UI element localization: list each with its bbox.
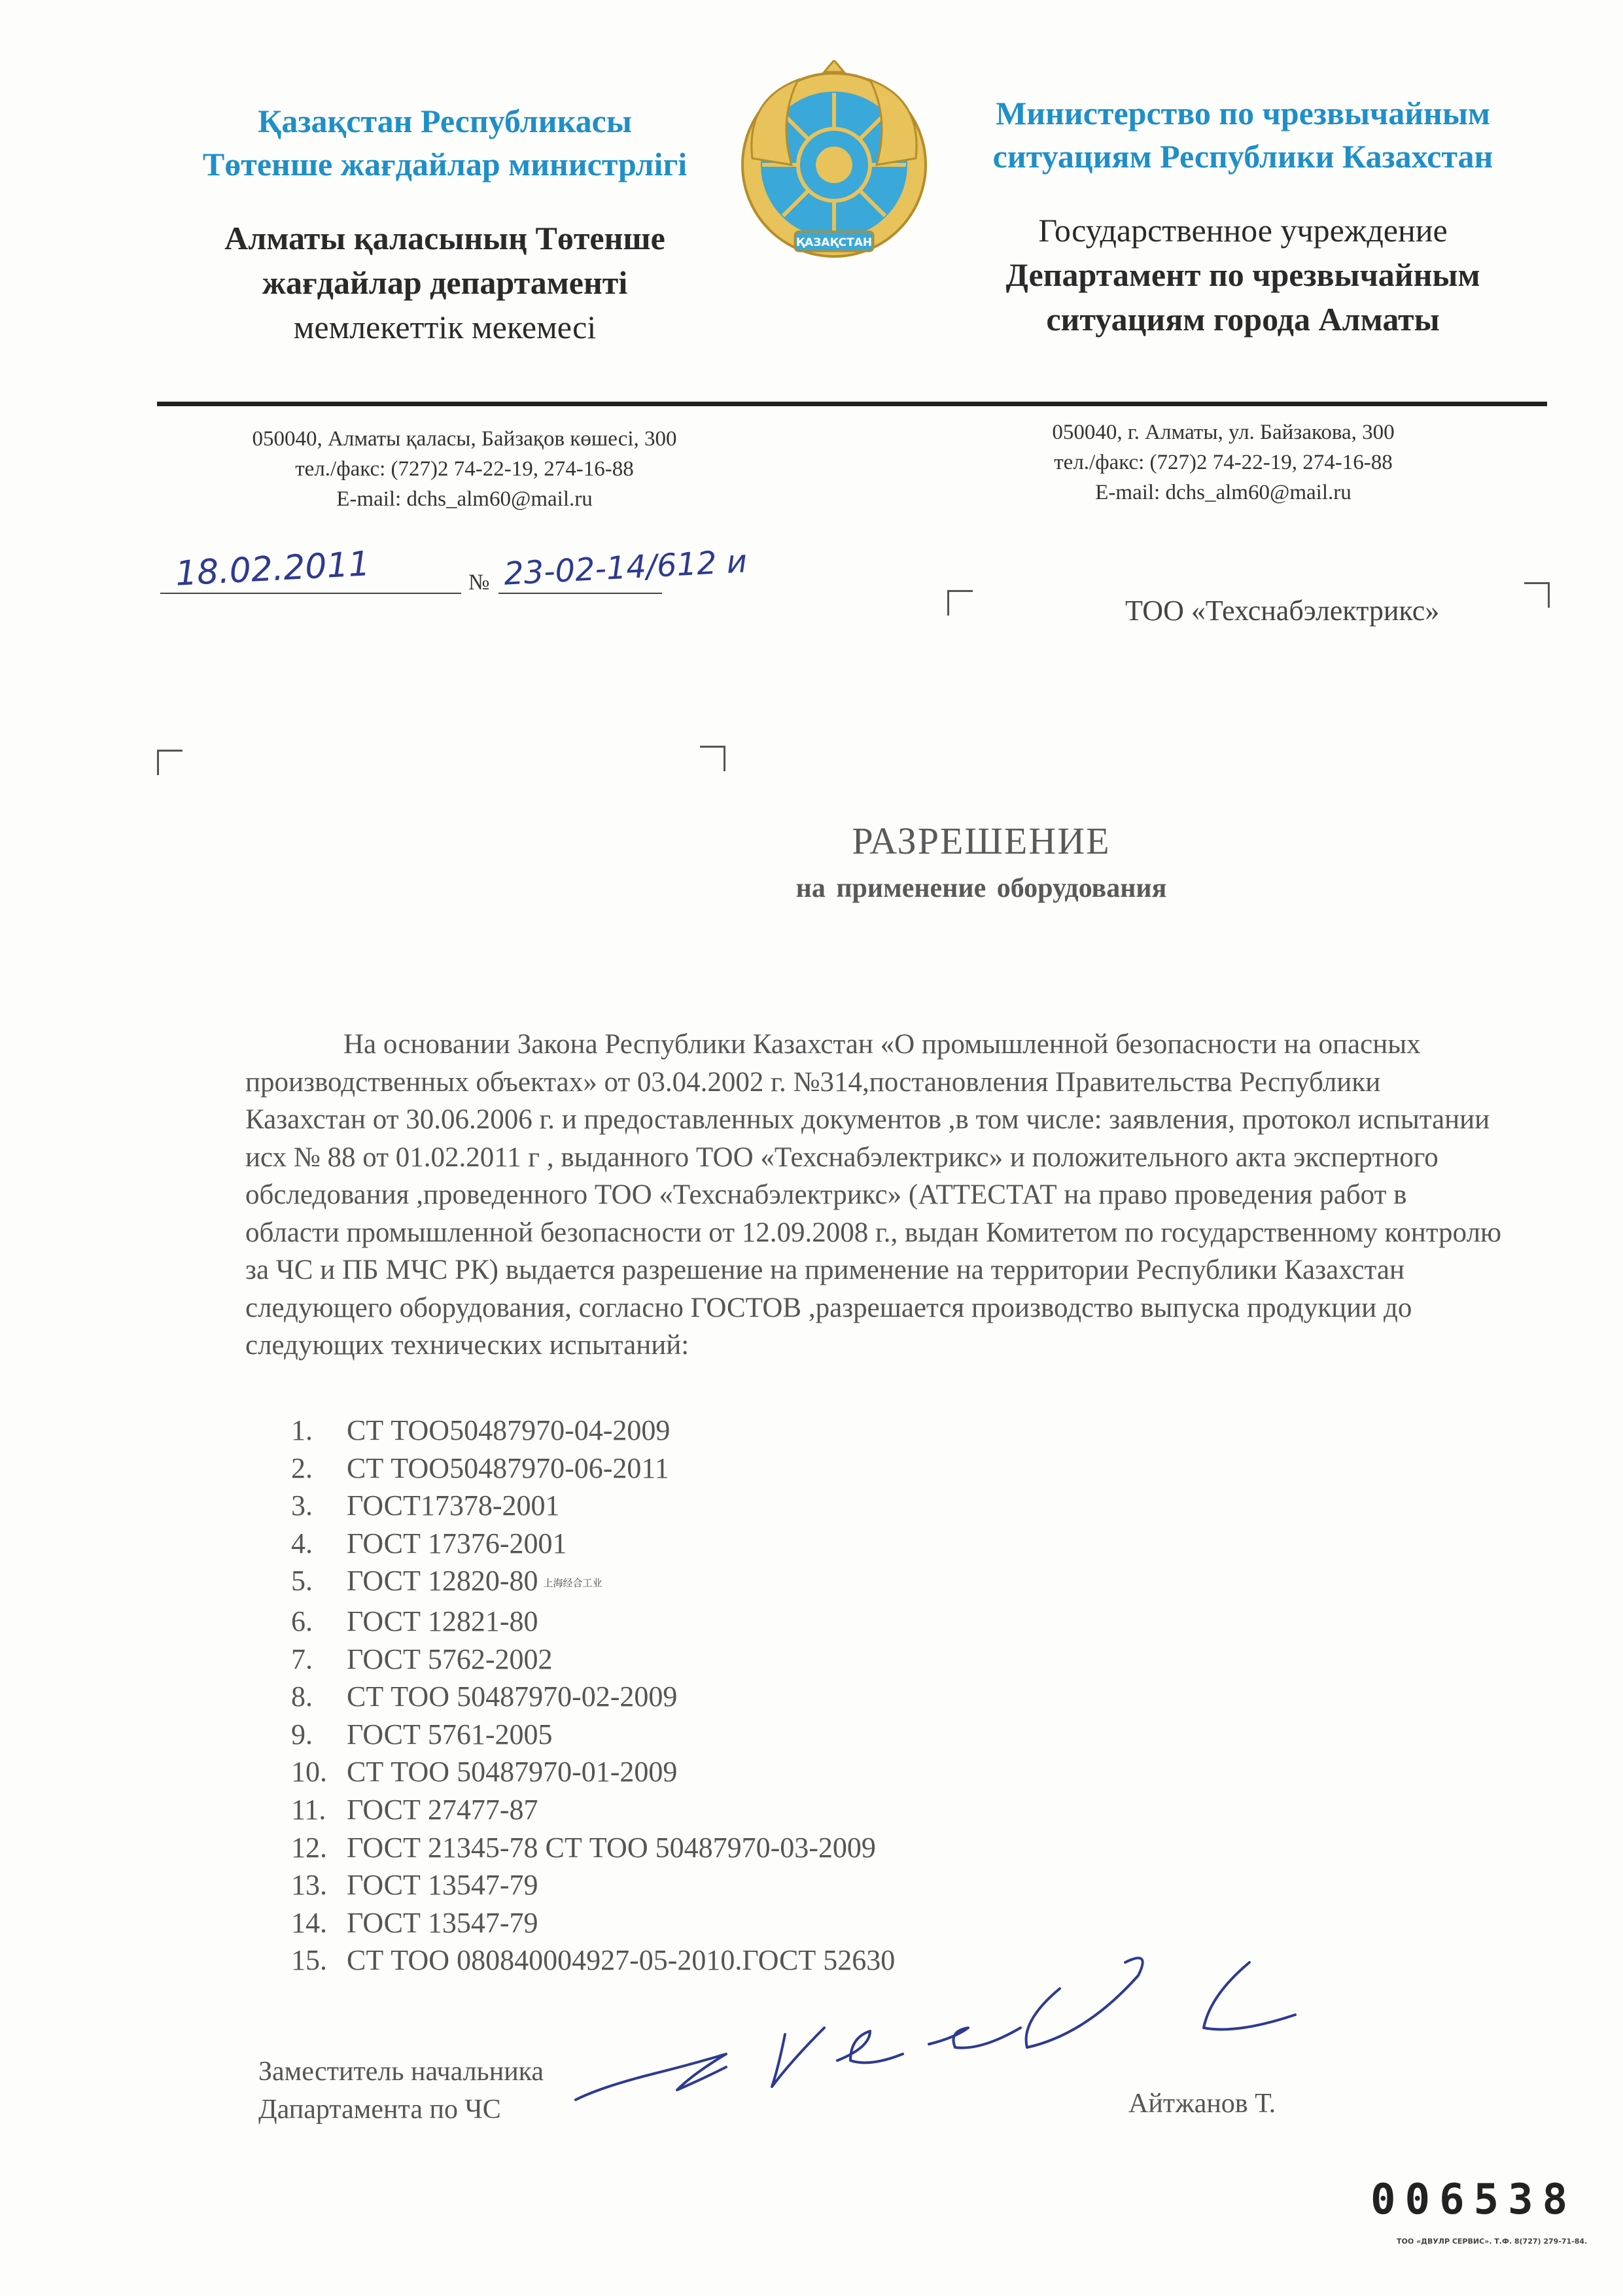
ru-address-line3: E-mail: dchs_alm60@mail.ru [1095, 481, 1352, 504]
kz-address-line3: E-mail: dchs_alm60@mail.ru [336, 487, 593, 511]
subject-corner-left [157, 750, 183, 775]
ru-address-line1: 050040, г. Алматы, ул. Байзакова, 300 [1052, 421, 1395, 444]
kz-department-name [150, 216, 739, 349]
document-body: На основании Закона Республики Казахстан «О промышленной безопасности на опасных производственных объектах» от 03.04.2002 г. №314,постановления Правительства Республики Казахстан от 30.06.2006 г. и предоставленных документов ,в том числе: заявления, протокол испытании исх № 88 от 01.02.2011 г , выданного ТОО «Техснабэлектрикс» и положительного акта экспертного обследования ,проведенного ТОО «Техснабэлектрикс» (АТТЕСТАТ на право проведения работ в области промышленной безопасности от 12.09.2008 г., выдан Комитетом по государственному контролю за ЧС и ПБ МЧС РК) выдается разрешение на применение на территории Республики Казахстан следующего оборудования, согласно ГОСТОВ ,разрешается производство выпуска продукции до следующих технических испытаний: [245, 1029, 1502, 1361]
standards-list [291, 1412, 895, 1979]
form-serial-number: 006538 [1370, 2176, 1577, 2224]
list-item: 7. ГОСТ 5762-2002 [291, 1643, 553, 1675]
ru-dept-line3: ситуациям города Алматы [1046, 301, 1440, 338]
recipient-corner-right [1524, 582, 1550, 608]
list-item: 10. СТ ТОО 50487970-01-2009 [291, 1756, 678, 1788]
kz-title-line1: Қазақстан Республикасы [258, 103, 632, 139]
kz-dept-line1: Алматы қаласының Төтенше [224, 220, 665, 256]
ru-title-line2: ситуациям Республики Казахстан [992, 138, 1493, 175]
header-divider [157, 402, 1547, 406]
ru-address-line2: тел./факс: (727)2 74-22-19, 274-16-88 [1054, 451, 1393, 474]
list-item: 15. СТ ТОО 080840004927-05-2010.ГОСТ 52630 [291, 1944, 896, 1977]
number-underline [498, 593, 662, 594]
list-item: 14. ГОСТ 13547-79 [291, 1906, 538, 1939]
emblem-text: ҚАЗАҚСТАН [795, 236, 873, 249]
ru-address-block [942, 417, 1505, 508]
list-item: 4. ГОСТ 17376-2001 [291, 1527, 567, 1559]
recipient-name: ТОО «Техснабэлектрикс» [1125, 595, 1440, 627]
registration-date: 18.02.2011 [174, 544, 372, 594]
registration-number: 23-02-14/612 и [502, 543, 748, 593]
list-item: 8. СТ ТОО 50487970-02-2009 [291, 1680, 678, 1713]
signatory-position [258, 2053, 544, 2129]
kz-address-block [170, 424, 759, 514]
printer-imprint: ТОО «ДВУЛР СЕРВИС». Т.Ф. 8(727) 279-71-84. [1397, 2237, 1588, 2246]
ru-title-line1: Министерство по чрезвычайным [996, 95, 1490, 131]
ru-dept-line2: Департамент по чрезвычайным [1005, 256, 1480, 293]
list-item: 11. ГОСТ 27477-87 [291, 1794, 538, 1826]
list-item: 12. ГОСТ 21345-78 СТ ТОО 50487970-03-2009 [291, 1831, 876, 1864]
list-item: 9. ГОСТ 5761-2005 [291, 1718, 553, 1750]
number-sign: № [468, 570, 490, 595]
signatory-name: Айтжанов Т. [1128, 2089, 1276, 2119]
kz-ministry-title [131, 99, 759, 186]
list-item: 2. СТ ТОО50487970-06-2011 [291, 1452, 669, 1484]
document-subtitle: на применение оборудования [795, 873, 1167, 903]
item-stamp-mark: 上海经合工业 [543, 1577, 602, 1590]
date-underline [160, 593, 461, 594]
kz-address-line2: тел./факс: (727)2 74-22-19, 274-16-88 [295, 457, 634, 481]
ru-dept-line1: Государственное учреждение [1038, 212, 1448, 249]
list-item: 13. ГОСТ 13547-79 [291, 1869, 538, 1902]
list-item: 3. ГОСТ17378-2001 [291, 1489, 560, 1522]
ru-ministry-title [929, 92, 1557, 178]
kz-dept-line3: мемлекеттік мекемесі [293, 309, 597, 345]
state-emblem-icon [739, 60, 929, 276]
list-item: 1. СТ ТОО50487970-04-2009 [291, 1414, 671, 1446]
handwritten-signature [563, 1923, 1413, 2139]
list-item: 6. ГОСТ 12821-80 [291, 1605, 538, 1638]
kz-address-line1: 050040, Алматы қаласы, Байзақов көшесі, 300 [252, 427, 677, 451]
kz-title-line2: Төтенше жағдайлар министрлігі [202, 146, 688, 183]
ru-department-name [929, 208, 1557, 341]
recipient-corner-left [947, 590, 973, 616]
position-line1: Заместитель начальника [258, 2057, 544, 2087]
subject-corner-right [700, 746, 725, 771]
kz-dept-line2: жағдайлар департаменті [262, 264, 628, 301]
position-line2: Дапартамента по ЧС [258, 2095, 501, 2125]
list-item: 5. ГОСТ 12820-80 上海经合工业 [291, 1565, 602, 1597]
document-title: РАЗРЕШЕНИЕ [852, 820, 1111, 862]
